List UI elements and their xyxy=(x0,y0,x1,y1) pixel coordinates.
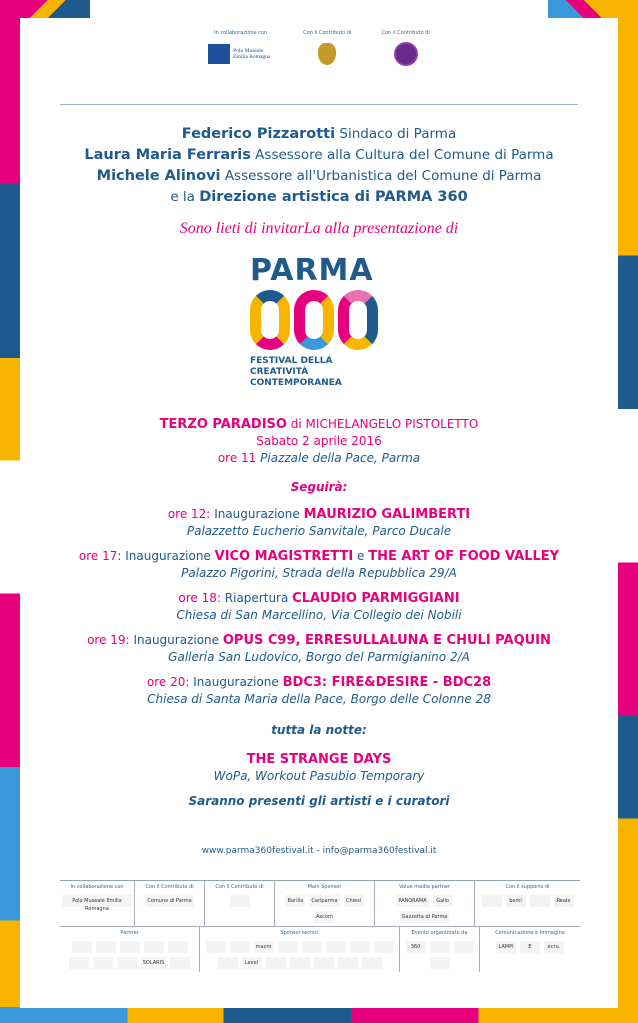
comune-parma-crest-logo xyxy=(318,43,336,65)
night-title: THE STRANGE DAYS xyxy=(246,752,392,767)
header-collab xyxy=(208,30,273,66)
logo-subtitle: FESTIVAL DELLA CREATIVITÀ xyxy=(250,356,333,377)
program-text: BDC3: FIRE&DESIRE - BDC28 xyxy=(282,675,492,690)
host-line: Federico Pizzarotti Sindaco di Parma xyxy=(181,126,457,142)
sponsor-logo xyxy=(120,941,140,953)
sponsor-logo xyxy=(266,957,286,969)
logo-digits xyxy=(250,290,390,350)
sponsor-logo xyxy=(93,957,113,969)
footer-section xyxy=(200,927,400,972)
footer-section xyxy=(60,927,200,972)
program-text: di MICHELANGELO PISTOLETTO xyxy=(290,417,479,431)
sponsor-logo: Gazzetta di Parma xyxy=(400,911,450,923)
night-label: tutta la notte: xyxy=(271,723,367,737)
program-text: WoPa, Workout Pasubio Temporary xyxy=(213,769,425,783)
footer-section-label: Comunicazione e Immagine xyxy=(495,930,565,936)
program-text: Sabato 2 aprile 2016 xyxy=(256,434,382,448)
sponsor-logo: macro xyxy=(254,941,274,953)
program-text: Palazzetto Eucherio Sanvitale, Parco Ducale xyxy=(186,524,452,538)
program-text: ore 19: xyxy=(87,633,130,647)
sponsor-logo: Gallo xyxy=(433,895,453,907)
host-line: e la Direzione artistica di PARMA 360 xyxy=(170,189,468,205)
sponsor-logo xyxy=(314,957,334,969)
sponsor-logo xyxy=(72,941,92,953)
sponsor-logo: 360 xyxy=(406,941,426,953)
footer-section-label: Con il Contributo di xyxy=(145,884,194,890)
sponsor-logo: Cariparma xyxy=(309,895,339,907)
program-text: Chiesa di Santa Maria della Pace, Borgo delle Colonne 28 xyxy=(147,692,491,706)
program-text: Galleria San Ludovico, Borgo del Parmigianino 2/A xyxy=(168,650,470,664)
polo-museale-logo xyxy=(208,44,230,64)
program-text: ore 18: xyxy=(178,591,221,605)
sponsor-logo xyxy=(454,941,474,953)
event-item xyxy=(0,506,638,540)
program-text: Chiesa di San Marcellino, Via Collegio dei Nobili xyxy=(176,608,462,622)
sponsor-logo xyxy=(230,941,250,953)
program-text: Palazzo Pigorini, Strada della Repubblica 29/A xyxy=(181,566,457,580)
sponsor-logo xyxy=(206,941,226,953)
sponsor-logo xyxy=(302,941,322,953)
event-item xyxy=(0,632,638,666)
program-text: VICO MAGISTRETTI xyxy=(214,549,354,564)
footer-section xyxy=(135,881,205,926)
sponsor-logo: PANORAMA xyxy=(396,895,428,907)
invite-line: Sono lieti di invitarLa alla presentazione di xyxy=(179,220,459,237)
sponsor-logo xyxy=(482,895,502,907)
footer-section-label: Main Sponsor xyxy=(307,884,342,890)
event-item xyxy=(0,590,638,624)
sponsor-logo xyxy=(374,941,394,953)
footer-section xyxy=(275,881,375,926)
footer-sponsors xyxy=(60,880,580,972)
footer-section-label: Sponsor tecnici xyxy=(280,930,319,936)
sponsor-logo xyxy=(430,957,450,969)
footer-section-label: Evento organizzato da xyxy=(411,930,468,936)
footer-section xyxy=(480,927,580,972)
event-item xyxy=(0,548,638,582)
footer-section xyxy=(375,881,475,926)
sponsor-logo xyxy=(170,957,190,969)
footer-section-label: Partner xyxy=(120,930,139,936)
sponsor-logo: Comune di Parma xyxy=(145,895,193,907)
program xyxy=(0,416,638,810)
sponsor-logo: SOLARIS xyxy=(141,957,167,969)
sponsor-logo xyxy=(350,941,370,953)
sponsor-logo xyxy=(290,957,310,969)
digit-0 xyxy=(338,290,378,350)
logo-subtitle: CONTEMPORANEA xyxy=(250,378,342,388)
footer-section-label: In collaborazione con xyxy=(70,884,124,890)
digit-3 xyxy=(250,290,290,350)
program-text: Piazzale della Pace, Parma xyxy=(260,451,421,465)
program-text: ore 11 xyxy=(217,451,257,465)
program-text: Seguirà: xyxy=(290,480,348,494)
program-text: Saranno presenti gli artisti e i curatori xyxy=(188,794,450,808)
sponsor-logo xyxy=(168,941,188,953)
footer-section xyxy=(400,927,480,972)
divider xyxy=(60,104,578,105)
sponsor-logo xyxy=(230,895,250,907)
program-text: MAURIZIO GALIMBERTI xyxy=(303,507,471,522)
sponsor-logo xyxy=(96,941,116,953)
purple-crest-logo xyxy=(394,42,418,66)
sponsor-logo: bemi xyxy=(506,895,526,907)
program-text: CLAUDIO PARMIGGIANI xyxy=(292,591,460,606)
header-contrib-1 xyxy=(303,30,351,66)
sponsor-logo: Ascom xyxy=(314,911,335,923)
header-partners xyxy=(0,30,638,66)
sponsor-logo xyxy=(338,957,358,969)
footer-section xyxy=(475,881,580,926)
sponsor-logo: LAMPI xyxy=(496,941,516,953)
sponsor-logo xyxy=(278,941,298,953)
sponsor-logo xyxy=(144,941,164,953)
header-label: Con il Contributo di xyxy=(381,30,430,36)
sponsor-logo: ècru. xyxy=(544,941,564,953)
sponsor-logo xyxy=(362,957,382,969)
header-contrib-2 xyxy=(382,30,430,66)
sponsor-logo xyxy=(117,957,137,969)
program-text: TERZO PARADISO xyxy=(159,417,287,432)
program-text: ore 20: xyxy=(146,675,190,689)
header-label: In collaborazione con xyxy=(214,30,268,36)
logo-title: PARMA xyxy=(250,253,374,288)
sponsor-logo: E xyxy=(520,941,540,953)
program-text: Inaugurazione xyxy=(193,675,279,689)
sponsor-logo xyxy=(430,941,450,953)
sponsor-logo xyxy=(218,957,238,969)
sponsor-logo xyxy=(326,941,346,953)
sponsor-logo xyxy=(530,895,550,907)
contact-line[interactable]: www.parma360festival.it - info@parma360festival.it xyxy=(201,846,437,856)
sponsor-logo: Polo Museale Emilia Romagna xyxy=(62,895,132,907)
host-line: Michele Alinovi Assessore all'Urbanistica del Comune di Parma xyxy=(96,168,542,184)
footer-section-label: Con il Contributo di xyxy=(215,884,264,890)
header-label: Con il Contributo di xyxy=(303,30,352,36)
program-text: Inaugurazione xyxy=(125,549,211,563)
program-text: OPUS C99, ERRESULLALUNA E CHULI PAQUIN xyxy=(222,633,551,648)
sponsor-logo: Barilla xyxy=(285,895,305,907)
program-text: Inaugurazione xyxy=(214,507,300,521)
footer-section xyxy=(60,881,135,926)
decorative-border-bottom xyxy=(0,1007,638,1023)
polo-museale-text: Polo Museale Emilia Romagna xyxy=(233,47,271,60)
digit-6 xyxy=(294,290,334,350)
sponsor-logo: Reale xyxy=(554,895,574,907)
hosts xyxy=(0,124,638,208)
footer-section-label: Con il supporto di xyxy=(505,884,550,890)
program-text: Riapertura xyxy=(224,591,289,605)
program-text: ore 17: xyxy=(78,549,122,563)
program-text: THE ART OF FOOD VALLEY xyxy=(368,549,560,564)
parma360-logo xyxy=(250,253,390,389)
program-text: e xyxy=(356,549,365,563)
event-item xyxy=(0,674,638,708)
sponsor-logo: Level xyxy=(242,957,262,969)
footer-section xyxy=(205,881,275,926)
sponsor-logo: Chiesi xyxy=(344,895,364,907)
host-line: Laura Maria Ferraris Assessore alla Cultura del Comune di Parma xyxy=(84,147,554,163)
footer-section-label: Value media partner xyxy=(398,884,451,890)
program-text: Inaugurazione xyxy=(133,633,220,647)
sponsor-logo xyxy=(69,957,89,969)
program-text: ore 12: xyxy=(167,507,211,521)
